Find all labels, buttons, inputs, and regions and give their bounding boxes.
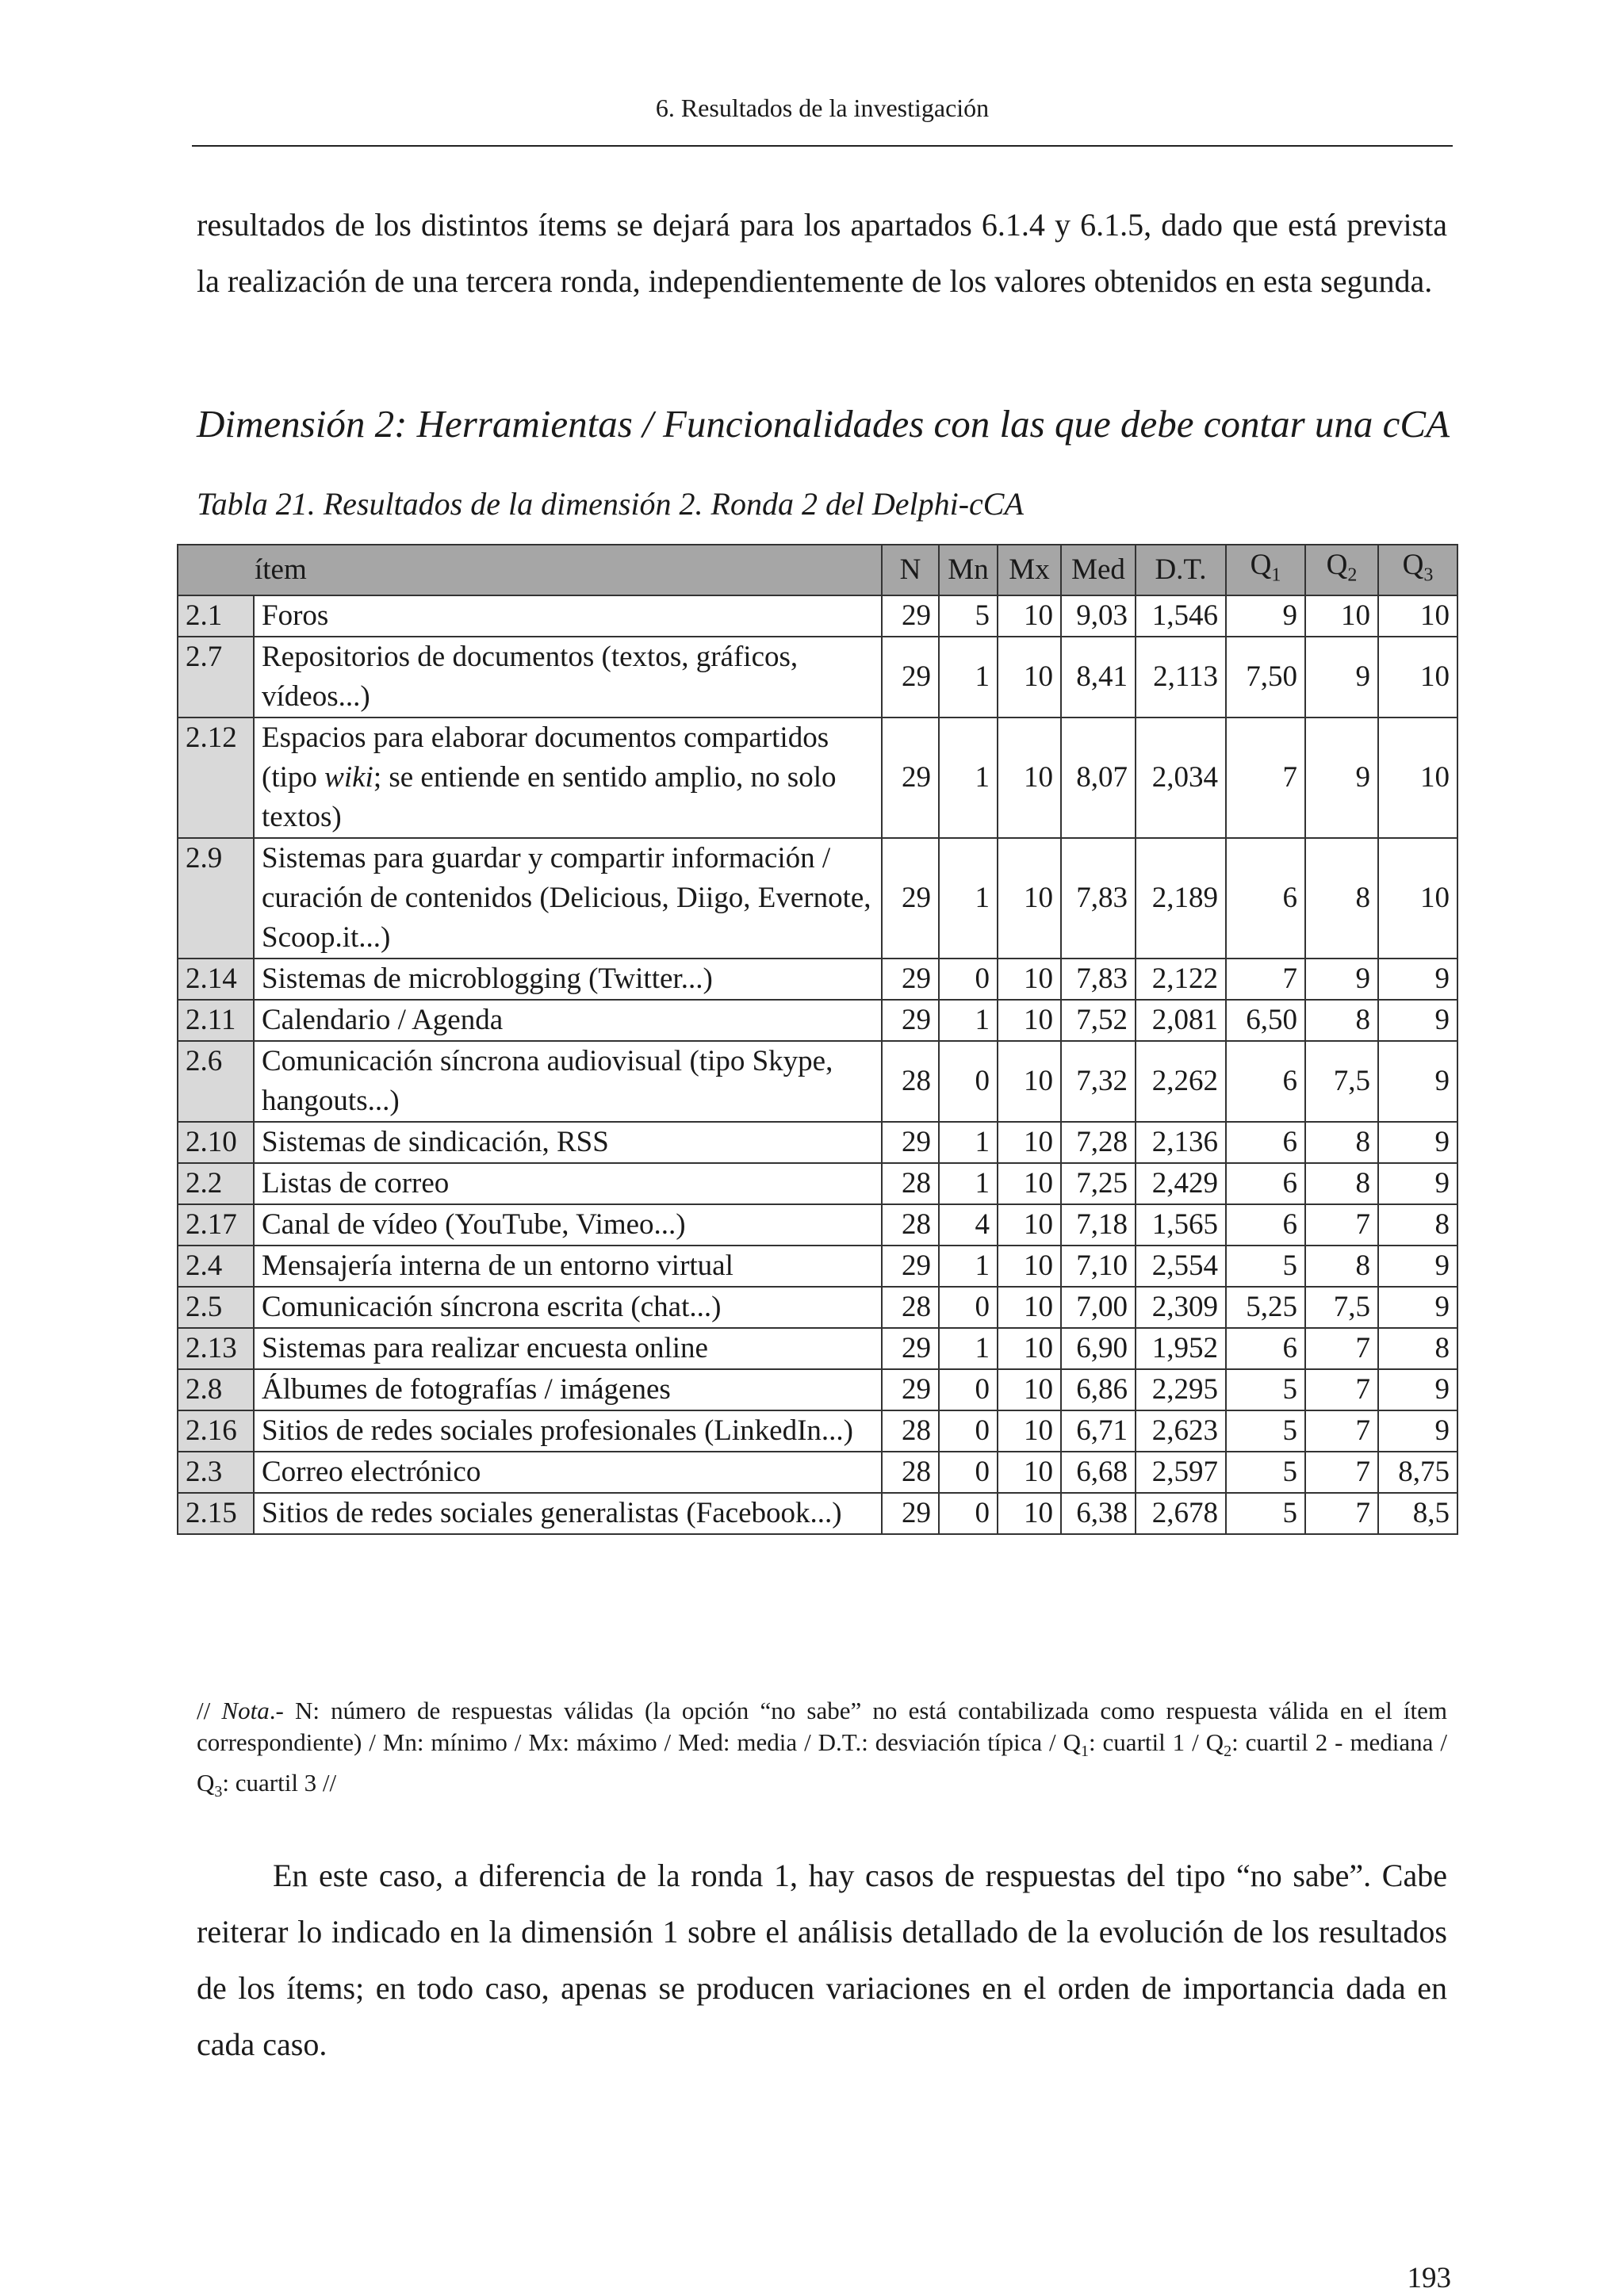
cell-n: 29 <box>882 1328 939 1369</box>
cell-med: 6,90 <box>1061 1328 1136 1369</box>
table-row <box>178 637 1457 718</box>
cell-med: 7,25 <box>1061 1163 1136 1204</box>
cell-q3: 9 <box>1378 1287 1457 1328</box>
row-id: 2.13 <box>178 1328 254 1369</box>
cell-n: 29 <box>882 1246 939 1287</box>
cell-dt: 2,554 <box>1136 1246 1226 1287</box>
table-row <box>178 1410 1457 1452</box>
cell-n: 28 <box>882 1041 939 1122</box>
cell-n: 29 <box>882 1000 939 1041</box>
cell-n: 28 <box>882 1163 939 1204</box>
cell-q2: 8 <box>1305 1163 1378 1204</box>
cell-dt: 1,546 <box>1136 595 1226 637</box>
row-label: Sistemas para realizar encuesta online <box>254 1328 882 1369</box>
cell-n: 29 <box>882 637 939 718</box>
cell-mn: 0 <box>939 1452 998 1493</box>
table-row <box>178 1000 1457 1041</box>
row-label: Sitios de redes sociales profesionales (LinkedIn...) <box>254 1410 882 1452</box>
cell-q2: 8 <box>1305 1000 1378 1041</box>
cell-q2: 8 <box>1305 1122 1378 1163</box>
row-label: Sistemas de microblogging (Twitter...) <box>254 959 882 1000</box>
cell-q1: 9 <box>1226 595 1305 637</box>
cell-med: 7,32 <box>1061 1041 1136 1122</box>
cell-n: 29 <box>882 1122 939 1163</box>
cell-n: 29 <box>882 595 939 637</box>
cell-q1: 6 <box>1226 1204 1305 1246</box>
table-row <box>178 959 1457 1000</box>
cell-q3: 8,5 <box>1378 1493 1457 1534</box>
cell-med: 7,18 <box>1061 1204 1136 1246</box>
header-cell-item: ítem <box>178 545 882 595</box>
row-id: 2.12 <box>178 718 254 838</box>
row-id: 2.1 <box>178 595 254 637</box>
cell-q2: 9 <box>1305 959 1378 1000</box>
cell-q2: 10 <box>1305 595 1378 637</box>
cell-q1: 5 <box>1226 1369 1305 1410</box>
row-label: Álbumes de fotografías / imágenes <box>254 1369 882 1410</box>
cell-q3: 10 <box>1378 838 1457 959</box>
cell-q2: 7 <box>1305 1369 1378 1410</box>
row-label: Sistemas de sindicación, RSS <box>254 1122 882 1163</box>
cell-mn: 0 <box>939 1410 998 1452</box>
cell-mx: 10 <box>998 1041 1061 1122</box>
table-header-row <box>178 545 1457 595</box>
row-id: 2.17 <box>178 1204 254 1246</box>
header-cell-med: Med <box>1061 545 1136 595</box>
cell-mx: 10 <box>998 1493 1061 1534</box>
table-row <box>178 838 1457 959</box>
row-label: Espacios para elaborar documentos compartidos (tipo wiki; se entiende en sentido amplio, no solo textos) <box>254 718 882 838</box>
cell-med: 7,83 <box>1061 838 1136 959</box>
running-header: 6. Resultados de la investigación <box>655 94 990 122</box>
row-id: 2.3 <box>178 1452 254 1493</box>
row-label: Sitios de redes sociales generalistas (Facebook...) <box>254 1493 882 1534</box>
cell-dt: 2,081 <box>1136 1000 1226 1041</box>
cell-mn: 0 <box>939 1369 998 1410</box>
cell-q2: 7 <box>1305 1328 1378 1369</box>
cell-q2: 7,5 <box>1305 1041 1378 1122</box>
cell-dt: 2,189 <box>1136 838 1226 959</box>
row-label: Canal de vídeo (YouTube, Vimeo...) <box>254 1204 882 1246</box>
cell-q1: 6 <box>1226 1041 1305 1122</box>
row-id: 2.10 <box>178 1122 254 1163</box>
cell-q2: 8 <box>1305 838 1378 959</box>
cell-q3: 9 <box>1378 1369 1457 1410</box>
cell-med: 7,83 <box>1061 959 1136 1000</box>
cell-q3: 9 <box>1378 1163 1457 1204</box>
cell-mn: 0 <box>939 1287 998 1328</box>
cell-q2: 9 <box>1305 637 1378 718</box>
row-label: Listas de correo <box>254 1163 882 1204</box>
cell-q1: 6 <box>1226 1328 1305 1369</box>
cell-med: 8,41 <box>1061 637 1136 718</box>
cell-med: 7,52 <box>1061 1000 1136 1041</box>
row-id: 2.15 <box>178 1493 254 1534</box>
cell-dt: 1,952 <box>1136 1328 1226 1369</box>
cell-mn: 1 <box>939 1328 998 1369</box>
cell-dt: 2,309 <box>1136 1287 1226 1328</box>
cell-mx: 10 <box>998 637 1061 718</box>
cell-mn: 1 <box>939 838 998 959</box>
cell-dt: 2,262 <box>1136 1041 1226 1122</box>
cell-med: 6,68 <box>1061 1452 1136 1493</box>
cell-n: 29 <box>882 838 939 959</box>
cell-med: 7,28 <box>1061 1122 1136 1163</box>
cell-med: 7,10 <box>1061 1246 1136 1287</box>
cell-med: 6,86 <box>1061 1369 1136 1410</box>
cell-q2: 7 <box>1305 1204 1378 1246</box>
cell-med: 6,71 <box>1061 1410 1136 1452</box>
table-row <box>178 1369 1457 1410</box>
table-row <box>178 1246 1457 1287</box>
cell-mx: 10 <box>998 1122 1061 1163</box>
cell-dt: 2,295 <box>1136 1369 1226 1410</box>
cell-mn: 1 <box>939 718 998 838</box>
table-row <box>178 1204 1457 1246</box>
cell-q1: 5,25 <box>1226 1287 1305 1328</box>
cell-q3: 9 <box>1378 1000 1457 1041</box>
cell-mx: 10 <box>998 1369 1061 1410</box>
cell-q3: 9 <box>1378 1041 1457 1122</box>
cell-mn: 1 <box>939 1000 998 1041</box>
cell-q2: 7 <box>1305 1452 1378 1493</box>
cell-q2: 7 <box>1305 1493 1378 1534</box>
cell-q3: 10 <box>1378 595 1457 637</box>
cell-q1: 6,50 <box>1226 1000 1305 1041</box>
row-label: Sistemas para guardar y compartir información / curación de contenidos (Delicious, Diigo, Evernote, Scoop.it...) <box>254 838 882 959</box>
header-cell-dt: D.T. <box>1136 545 1226 595</box>
cell-dt: 2,623 <box>1136 1410 1226 1452</box>
cell-med: 9,03 <box>1061 595 1136 637</box>
row-id: 2.9 <box>178 838 254 959</box>
row-id: 2.11 <box>178 1000 254 1041</box>
cell-mn: 4 <box>939 1204 998 1246</box>
closing-paragraph: En este caso, a diferencia de la ronda 1, hay casos de respuestas del tipo “no sabe”. Cabe reiterar lo indicado en la dimensión 1 sobre el análisis detallado de la evolución de los resultados de los ítems; en todo caso, apenas se producen variaciones en el orden de importancia dada en cada caso. <box>197 1858 1447 2062</box>
row-label: Foros <box>254 595 882 637</box>
cell-mx: 10 <box>998 1163 1061 1204</box>
cell-n: 28 <box>882 1452 939 1493</box>
cell-q1: 7,50 <box>1226 637 1305 718</box>
cell-dt: 2,597 <box>1136 1452 1226 1493</box>
cell-mx: 10 <box>998 1287 1061 1328</box>
cell-mx: 10 <box>998 1000 1061 1041</box>
table-row <box>178 1041 1457 1122</box>
row-id: 2.6 <box>178 1041 254 1122</box>
table-row <box>178 1493 1457 1534</box>
header-cell-q1: $Q_1$ <box>1226 545 1305 595</box>
cell-dt: 2,678 <box>1136 1493 1226 1534</box>
row-id: 2.8 <box>178 1369 254 1410</box>
cell-med: 8,07 <box>1061 718 1136 838</box>
table-row <box>178 1163 1457 1204</box>
cell-q2: 7,5 <box>1305 1287 1378 1328</box>
cell-dt: 2,429 <box>1136 1163 1226 1204</box>
row-id: 2.16 <box>178 1410 254 1452</box>
cell-q1: 6 <box>1226 1122 1305 1163</box>
table-row <box>178 1328 1457 1369</box>
row-label: Calendario / Agenda <box>254 1000 882 1041</box>
cell-q1: 5 <box>1226 1452 1305 1493</box>
cell-q3: 8,75 <box>1378 1452 1457 1493</box>
header-cell-q3: $Q_3$ <box>1378 545 1457 595</box>
header-cell-n: N <box>882 545 939 595</box>
cell-dt: 2,122 <box>1136 959 1226 1000</box>
cell-mx: 10 <box>998 1410 1061 1452</box>
cell-mn: 0 <box>939 959 998 1000</box>
table-caption: Tabla 21. Resultados de la dimensión 2. Ronda 2 del Delphi-cCA <box>197 486 1024 522</box>
cell-med: 6,38 <box>1061 1493 1136 1534</box>
cell-q1: 5 <box>1226 1493 1305 1534</box>
row-id: 2.7 <box>178 637 254 718</box>
table-note: // Nota.- N: número de respuestas válidas (la opción “no sabe” no está contabilizada como respuesta válida en el ítem correspondiente) / Mn: mínimo / Mx: máximo / Med: media / D.T.: desviación típica / $Q_1$: cuartil $1 / Q_2$: cuartil 2 - mediana / $Q_3$: cuartil 3 // <box>197 1697 1447 1801</box>
cell-q2: 8 <box>1305 1246 1378 1287</box>
cell-q3: 10 <box>1378 637 1457 718</box>
cell-n: 29 <box>882 959 939 1000</box>
cell-mx: 10 <box>998 1328 1061 1369</box>
cell-mx: 10 <box>998 959 1061 1000</box>
table-row <box>178 1122 1457 1163</box>
table-row <box>178 595 1457 637</box>
header-cell-mn: Mn <box>939 545 998 595</box>
cell-n: 29 <box>882 718 939 838</box>
cell-dt: 2,136 <box>1136 1122 1226 1163</box>
cell-q3: 9 <box>1378 959 1457 1000</box>
table-row <box>178 1287 1457 1328</box>
cell-q3: 9 <box>1378 1410 1457 1452</box>
cell-dt: 1,565 <box>1136 1204 1226 1246</box>
cell-q1: 6 <box>1226 1163 1305 1204</box>
cell-mx: 10 <box>998 1246 1061 1287</box>
row-label: Repositorios de documentos (textos, gráficos, vídeos...) <box>254 637 882 718</box>
cell-n: 28 <box>882 1204 939 1246</box>
cell-q1: 5 <box>1226 1410 1305 1452</box>
cell-q1: 7 <box>1226 959 1305 1000</box>
cell-q1: 6 <box>1226 838 1305 959</box>
header-rule <box>192 145 1453 147</box>
table-row <box>178 718 1457 838</box>
cell-mn: 1 <box>939 1122 998 1163</box>
cell-n: 29 <box>882 1493 939 1534</box>
cell-n: 29 <box>882 1369 939 1410</box>
cell-dt: 2,113 <box>1136 637 1226 718</box>
intro-paragraph: resultados de los distintos ítems se dejará para los apartados 6.1.4 y 6.1.5, dado que está prevista la realización de una tercera ronda, independientemente de los valores obtenidos en esta segunda. <box>197 207 1447 299</box>
row-id: 2.2 <box>178 1163 254 1204</box>
cell-q3: 8 <box>1378 1328 1457 1369</box>
cell-mn: 1 <box>939 637 998 718</box>
cell-q3: 8 <box>1378 1204 1457 1246</box>
page-number: 193 <box>1407 2262 1451 2294</box>
cell-mx: 10 <box>998 718 1061 838</box>
cell-q2: 7 <box>1305 1410 1378 1452</box>
section-title: Dimensión 2: Herramientas / Funcionalidades con las que debe contar una cCA <box>197 402 1450 446</box>
cell-n: 28 <box>882 1410 939 1452</box>
cell-mx: 10 <box>998 1452 1061 1493</box>
cell-q2: 9 <box>1305 718 1378 838</box>
row-label: Correo electrónico <box>254 1452 882 1493</box>
table-body <box>178 595 1457 1534</box>
cell-q3: 9 <box>1378 1122 1457 1163</box>
cell-med: 7,00 <box>1061 1287 1136 1328</box>
cell-q1: 7 <box>1226 718 1305 838</box>
row-id: 2.4 <box>178 1246 254 1287</box>
row-label: Mensajería interna de un entorno virtual <box>254 1246 882 1287</box>
results-table <box>177 544 1458 1535</box>
cell-mx: 10 <box>998 595 1061 637</box>
cell-mn: 5 <box>939 595 998 637</box>
cell-mx: 10 <box>998 838 1061 959</box>
header-cell-mx: Mx <box>998 545 1061 595</box>
header-cell-q2: $Q_2$ <box>1305 545 1378 595</box>
cell-mn: 0 <box>939 1493 998 1534</box>
cell-n: 28 <box>882 1287 939 1328</box>
cell-mn: 1 <box>939 1246 998 1287</box>
table-row <box>178 1452 1457 1493</box>
row-label: Comunicación síncrona escrita (chat...) <box>254 1287 882 1328</box>
cell-mn: 1 <box>939 1163 998 1204</box>
row-label: Comunicación síncrona audiovisual (tipo Skype, hangouts...) <box>254 1041 882 1122</box>
cell-dt: 2,034 <box>1136 718 1226 838</box>
row-id: 2.14 <box>178 959 254 1000</box>
cell-mn: 0 <box>939 1041 998 1122</box>
row-id: 2.5 <box>178 1287 254 1328</box>
cell-q1: 5 <box>1226 1246 1305 1287</box>
cell-q3: 9 <box>1378 1246 1457 1287</box>
cell-mx: 10 <box>998 1204 1061 1246</box>
cell-q3: 10 <box>1378 718 1457 838</box>
